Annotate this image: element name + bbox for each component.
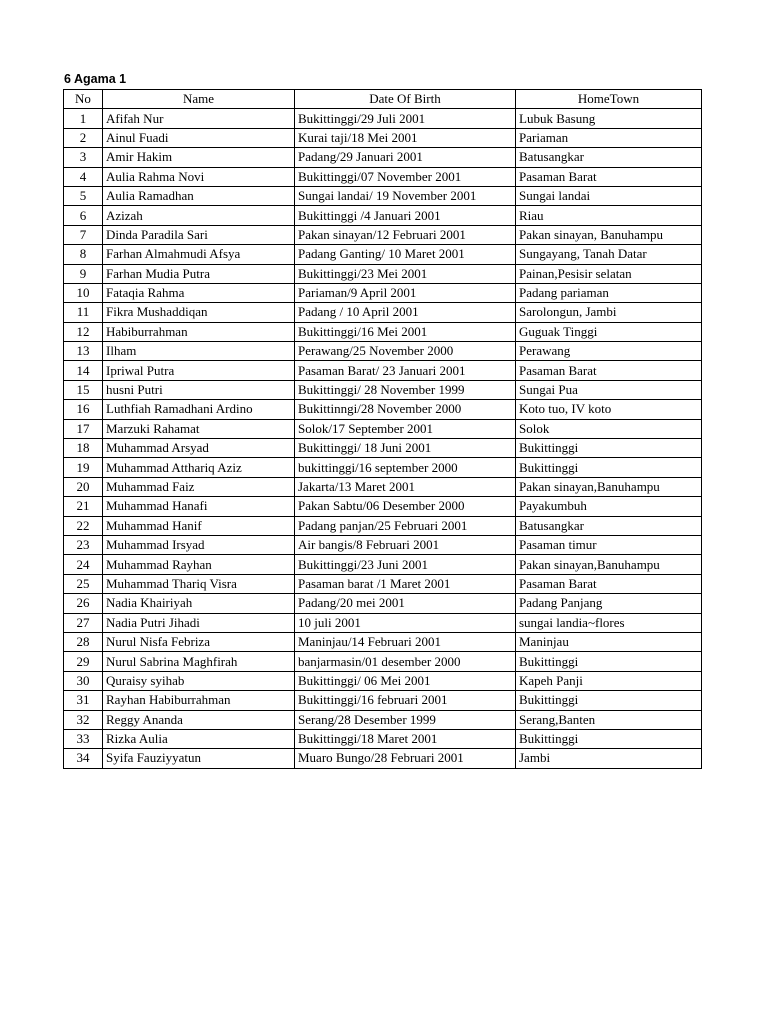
cell-no: 17 — [64, 419, 103, 438]
cell-name: Reggy Ananda — [103, 710, 295, 729]
cell-no: 28 — [64, 632, 103, 651]
cell-hometown: Bukittinggi — [516, 729, 702, 748]
cell-hometown: Kapeh Panji — [516, 671, 702, 690]
cell-no: 13 — [64, 342, 103, 361]
cell-date-of-birth: Padang / 10 April 2001 — [295, 303, 516, 322]
cell-date-of-birth: 10 juli 2001 — [295, 613, 516, 632]
cell-name: Amir Hakim — [103, 148, 295, 167]
cell-hometown: Bukittinggi — [516, 458, 702, 477]
cell-hometown: Padang pariaman — [516, 283, 702, 302]
cell-hometown: Pakan sinayan,Banuhampu — [516, 555, 702, 574]
cell-hometown: Sungai landai — [516, 186, 702, 205]
cell-date-of-birth: Bukittinggi/ 18 Juni 2001 — [295, 439, 516, 458]
cell-date-of-birth: Bukittinggi/23 Juni 2001 — [295, 555, 516, 574]
cell-hometown: Sarolongun, Jambi — [516, 303, 702, 322]
table-row — [64, 167, 702, 186]
cell-name: Habiburrahman — [103, 322, 295, 341]
cell-no: 10 — [64, 283, 103, 302]
cell-hometown: Pakan sinayan, Banuhampu — [516, 225, 702, 244]
cell-hometown: Payakumbuh — [516, 497, 702, 516]
cell-hometown: Perawang — [516, 342, 702, 361]
cell-hometown: Batusangkar — [516, 516, 702, 535]
cell-no: 24 — [64, 555, 103, 574]
table-row — [64, 206, 702, 225]
table-body — [64, 109, 702, 768]
cell-no: 26 — [64, 594, 103, 613]
cell-name: Muhammad Hanif — [103, 516, 295, 535]
cell-date-of-birth: Bukittinggi/ 06 Mei 2001 — [295, 671, 516, 690]
cell-hometown: Bukittinggi — [516, 652, 702, 671]
table-row — [64, 400, 702, 419]
table-row — [64, 749, 702, 768]
cell-name: husni Putri — [103, 380, 295, 399]
cell-date-of-birth: Pariaman/9 April 2001 — [295, 283, 516, 302]
cell-no: 18 — [64, 439, 103, 458]
header-row — [64, 90, 702, 109]
cell-date-of-birth: Padang Ganting/ 10 Maret 2001 — [295, 245, 516, 264]
cell-no: 33 — [64, 729, 103, 748]
cell-date-of-birth: Kurai taji/18 Mei 2001 — [295, 128, 516, 147]
cell-no: 34 — [64, 749, 103, 768]
cell-name: Muhammad Arsyad — [103, 439, 295, 458]
cell-no: 4 — [64, 167, 103, 186]
cell-date-of-birth: Pasaman barat /1 Maret 2001 — [295, 574, 516, 593]
cell-date-of-birth: bukittinggi/16 september 2000 — [295, 458, 516, 477]
cell-name: Marzuki Rahamat — [103, 419, 295, 438]
cell-hometown: Bukittinggi — [516, 439, 702, 458]
table-row — [64, 729, 702, 748]
table-row — [64, 632, 702, 651]
cell-no: 2 — [64, 128, 103, 147]
cell-name: Afifah Nur — [103, 109, 295, 128]
cell-name: Dinda Paradila Sari — [103, 225, 295, 244]
table-row — [64, 380, 702, 399]
cell-hometown: Riau — [516, 206, 702, 225]
cell-hometown: Serang,Banten — [516, 710, 702, 729]
cell-date-of-birth: Pakan sinayan/12 Februari 2001 — [295, 225, 516, 244]
cell-no: 30 — [64, 671, 103, 690]
cell-name: Nadia Khairiyah — [103, 594, 295, 613]
cell-no: 29 — [64, 652, 103, 671]
cell-date-of-birth: banjarmasin/01 desember 2000 — [295, 652, 516, 671]
cell-date-of-birth: Muaro Bungo/28 Februari 2001 — [295, 749, 516, 768]
cell-date-of-birth: Sungai landai/ 19 November 2001 — [295, 186, 516, 205]
cell-no: 22 — [64, 516, 103, 535]
table-header — [64, 90, 702, 109]
sheet-title: 6 Agama 1 — [64, 72, 127, 86]
cell-hometown: Pasaman Barat — [516, 167, 702, 186]
cell-name: Nurul Sabrina Maghfirah — [103, 652, 295, 671]
cell-name: Ipriwal Putra — [103, 361, 295, 380]
cell-hometown: Pakan sinayan,Banuhampu — [516, 477, 702, 496]
cell-hometown: Lubuk Basung — [516, 109, 702, 128]
table-row — [64, 594, 702, 613]
cell-no: 12 — [64, 322, 103, 341]
cell-no: 16 — [64, 400, 103, 419]
cell-hometown: Koto tuo, IV koto — [516, 400, 702, 419]
cell-no: 27 — [64, 613, 103, 632]
cell-no: 15 — [64, 380, 103, 399]
table-row — [64, 535, 702, 554]
cell-date-of-birth: Serang/28 Desember 1999 — [295, 710, 516, 729]
table-row — [64, 148, 702, 167]
cell-no: 23 — [64, 535, 103, 554]
cell-date-of-birth: Air bangis/8 Februari 2001 — [295, 535, 516, 554]
table-row — [64, 555, 702, 574]
cell-hometown: Pasaman Barat — [516, 361, 702, 380]
cell-date-of-birth: Bukittinggi /4 Januari 2001 — [295, 206, 516, 225]
cell-no: 11 — [64, 303, 103, 322]
cell-name: Syifa Fauziyyatun — [103, 749, 295, 768]
header-no: No — [64, 90, 103, 109]
table-row — [64, 109, 702, 128]
table-row — [64, 439, 702, 458]
table-row — [64, 516, 702, 535]
cell-date-of-birth: Jakarta/13 Maret 2001 — [295, 477, 516, 496]
cell-no: 31 — [64, 691, 103, 710]
table-row — [64, 361, 702, 380]
cell-date-of-birth: Bukittinggi/07 November 2001 — [295, 167, 516, 186]
cell-date-of-birth: Bukittinggi/18 Maret 2001 — [295, 729, 516, 748]
cell-date-of-birth: Padang/29 Januari 2001 — [295, 148, 516, 167]
table-row — [64, 691, 702, 710]
cell-date-of-birth: Bukittinggi/16 Mei 2001 — [295, 322, 516, 341]
student-roster-table — [63, 89, 702, 769]
cell-hometown: Sungai Pua — [516, 380, 702, 399]
cell-name: Quraisy syihab — [103, 671, 295, 690]
cell-hometown: Batusangkar — [516, 148, 702, 167]
table-row — [64, 458, 702, 477]
cell-name: Muhammad Rayhan — [103, 555, 295, 574]
cell-hometown: Bukittinggi — [516, 691, 702, 710]
header-date-of-birth: Date Of Birth — [295, 90, 516, 109]
cell-date-of-birth: Pakan Sabtu/06 Desember 2000 — [295, 497, 516, 516]
cell-name: Muhammad Irsyad — [103, 535, 295, 554]
cell-name: Farhan Mudia Putra — [103, 264, 295, 283]
cell-name: Nurul Nisfa Febriza — [103, 632, 295, 651]
cell-date-of-birth: Bukittinggi/29 Juli 2001 — [295, 109, 516, 128]
cell-date-of-birth: Perawang/25 November 2000 — [295, 342, 516, 361]
cell-name: Fikra Mushaddiqan — [103, 303, 295, 322]
cell-date-of-birth: Bukittinggi/23 Mei 2001 — [295, 264, 516, 283]
cell-hometown: Pariaman — [516, 128, 702, 147]
cell-hometown: sungai landia~flores — [516, 613, 702, 632]
table-row — [64, 186, 702, 205]
cell-no: 14 — [64, 361, 103, 380]
cell-hometown: Sungayang, Tanah Datar — [516, 245, 702, 264]
cell-no: 25 — [64, 574, 103, 593]
cell-name: Fataqia Rahma — [103, 283, 295, 302]
cell-hometown: Guguak Tinggi — [516, 322, 702, 341]
cell-no: 20 — [64, 477, 103, 496]
table-row — [64, 283, 702, 302]
cell-name: Ilham — [103, 342, 295, 361]
table-row — [64, 128, 702, 147]
table-row — [64, 613, 702, 632]
table-row — [64, 497, 702, 516]
table-row — [64, 342, 702, 361]
cell-hometown: Solok — [516, 419, 702, 438]
cell-name: Muhammad Faiz — [103, 477, 295, 496]
cell-hometown: Pasaman timur — [516, 535, 702, 554]
cell-hometown: Padang Panjang — [516, 594, 702, 613]
cell-no: 5 — [64, 186, 103, 205]
cell-name: Ainul Fuadi — [103, 128, 295, 147]
cell-name: Rizka Aulia — [103, 729, 295, 748]
cell-name: Azizah — [103, 206, 295, 225]
cell-no: 3 — [64, 148, 103, 167]
cell-date-of-birth: Pasaman Barat/ 23 Januari 2001 — [295, 361, 516, 380]
table-row — [64, 652, 702, 671]
cell-name: Aulia Rahma Novi — [103, 167, 295, 186]
cell-no: 7 — [64, 225, 103, 244]
cell-date-of-birth: Solok/17 September 2001 — [295, 419, 516, 438]
cell-name: Farhan Almahmudi Afsya — [103, 245, 295, 264]
cell-no: 8 — [64, 245, 103, 264]
table-row — [64, 303, 702, 322]
cell-date-of-birth: Padang panjan/25 Februari 2001 — [295, 516, 516, 535]
cell-date-of-birth: Bukittinggi/16 februari 2001 — [295, 691, 516, 710]
cell-name: Luthfiah Ramadhani Ardino — [103, 400, 295, 419]
table-row — [64, 322, 702, 341]
cell-name: Aulia Ramadhan — [103, 186, 295, 205]
cell-name: Rayhan Habiburrahman — [103, 691, 295, 710]
cell-hometown: Jambi — [516, 749, 702, 768]
cell-no: 1 — [64, 109, 103, 128]
cell-hometown: Maninjau — [516, 632, 702, 651]
cell-name: Nadia Putri Jihadi — [103, 613, 295, 632]
cell-no: 19 — [64, 458, 103, 477]
cell-name: Muhammad Atthariq Aziz — [103, 458, 295, 477]
cell-date-of-birth: Bukittinggi/ 28 November 1999 — [295, 380, 516, 399]
cell-date-of-birth: Padang/20 mei 2001 — [295, 594, 516, 613]
cell-date-of-birth: Bukittinngi/28 November 2000 — [295, 400, 516, 419]
cell-hometown: Painan,Pesisir selatan — [516, 264, 702, 283]
header-hometown: HomeTown — [516, 90, 702, 109]
table-row — [64, 225, 702, 244]
table-row — [64, 671, 702, 690]
header-name: Name — [103, 90, 295, 109]
table-row — [64, 477, 702, 496]
cell-no: 9 — [64, 264, 103, 283]
table-row — [64, 264, 702, 283]
table-row — [64, 419, 702, 438]
cell-name: Muhammad Thariq Visra — [103, 574, 295, 593]
table-row — [64, 574, 702, 593]
cell-date-of-birth: Maninjau/14 Februari 2001 — [295, 632, 516, 651]
table-row — [64, 710, 702, 729]
cell-name: Muhammad Hanafi — [103, 497, 295, 516]
cell-no: 21 — [64, 497, 103, 516]
table-row — [64, 245, 702, 264]
cell-hometown: Pasaman Barat — [516, 574, 702, 593]
cell-no: 6 — [64, 206, 103, 225]
cell-no: 32 — [64, 710, 103, 729]
